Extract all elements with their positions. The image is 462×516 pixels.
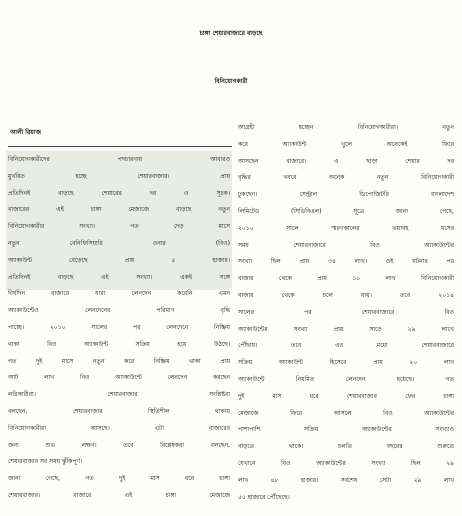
article-text-line: প্রতিদিনই বাড়ছে এই সংখ্যা। একই সঙ্গে [8,273,230,281]
article-text-line: শেয়ারবাজার। বাজারে এই চাঙ্গা মেজাজে [8,491,230,499]
byline-author: আলী রিয়াজ [10,129,41,136]
article-text-line: বিনিয়োগকারীরা আসছে। এটা বাজারের [8,424,230,432]
article-column-right [238,120,454,506]
article-text-line: সংখ্যা ছিল প্রায় ৩৪ লাখ। ওই ঘটনার পর [238,258,454,266]
article-text-line: যেখানে বিও অ্যাকাউন্টের সংখ্যা ছিল ২৯ [238,459,454,467]
article-text-line: পাচ্ছে। ২০১০ সালের পর লেনদেনে নিষ্ক্রিয় [8,323,230,331]
article-text-line: বৃদ্ধির খবরে অনেক নতুন বিনিয়োগকারী [238,174,454,182]
article-text-line: লগ্নিকারীরা। শেয়ারবাজার সংশ্লিষ্টরা [8,391,230,399]
article-text-line: থাকা বিও অ্যাকাউন্ট সক্রিয় হয়ে উঠছে। [8,340,230,348]
article-text-line: মেজাজে ফিরে আসলে বিও অ্যাকাউন্টের [238,409,454,417]
article-text-line: পাশাপাশি সক্রিয় অ্যাকাউন্টের সংখ্যাও [238,426,454,434]
article-text-line: বিনিয়োগকারীদের পদচারণায় আবারও [8,156,230,163]
article-text-line: অ্যাকাউন্টেও লেনদেনের পরিমাণ বৃদ্ধি [8,307,230,315]
article-text-line: জন্য শুভ লক্ষণ। তবে বিশ্লেষকরা বলছেন, [8,441,230,449]
article-text-line: গত দুই মাসে নতুন করে নিষ্ক্রিয় থাকা প্রায় [8,357,230,365]
article-text-line: ২০১০ সালে স্মরণকালের ভয়াবহ ধসের [238,224,454,232]
article-text-line: নতুন বেনিফিসিয়ারি ওনার (বিও) [8,239,230,247]
article-text-line: দুই মাস ধরে শেয়ারবাজার ফের চাঙ্গা [238,392,454,400]
article-text-line: আসছেন বাজারে। এ ছাড়া শেয়ার দর [238,157,454,165]
article-text-line: বাজারের এই চাঙ্গা মেজাজে বাড়ছে নতুন [8,206,230,214]
article-text-line: জানা গেছে, গত দুই মাস ধরে চাঙ্গা [8,475,230,483]
article-text-line: সালের পর শেয়ারবাজারে বিও [238,308,454,316]
article-text-line: সক্রিয় অ্যাকাউন্ট হিসেবে প্রায় ২০ লাখ [238,359,454,367]
article-text-line: অ্যাকাউন্টে নিয়মিত লেনদেন হয়েছে। গত [238,375,454,383]
article-text-line: দীর্ঘদিন বাজারে যারা লেনদেন করেনি এমন [8,290,230,298]
headline-line-2: বিনিয়োগকারী [214,78,248,85]
article-text-line: লিমিটেড (সিডিবিএল) সূত্রে জানা গেছে, [238,207,454,215]
article-text-line: বাজার থেকে চলে যায়। তবে ২০১৪ [238,291,454,299]
byline-rule [8,146,232,147]
article-text-line: বলছেন, শেয়ারবাজার স্থিতিশীল থাকায় [8,407,230,415]
headline-line-1: চাঙ্গা শেয়ারবাজারে বাড়ছে [199,30,263,37]
article-text-line: আট লাখ বিও অ্যাকাউন্টে লেনদেন করছেন [8,374,230,382]
article-text-line: করে অ্যাকাউন্ট খুলে অনেকেই ফিরে [238,140,454,148]
article-text-line: লাখ ৪৮ হাজার। সর্বশেষ সেটা ২৯ লাখ [238,476,454,484]
article-text-line: শেয়ারবাজার সব সময় ঝুঁকিপূর্ণ। [8,458,83,466]
article-text-line: ৫৫ হাজারে পৌঁছেছে। [238,493,290,501]
article-text-line: বাড়তে থাকে। চলতি বছরের শুরুতে [238,443,454,451]
article-column-left [8,152,230,505]
article-text-line: অ্যাকাউন্টের সংখ্যা প্রায় সাড়ে ২৯ লাখে [238,325,454,333]
article-text-line: অ্যাকাউন্ট বেড়েছে প্রায় ৫ হাজার। [8,256,230,264]
article-text-line: বিনিয়োগকারীর সংখ্যা। গত দেড় মাসে [8,223,230,231]
article-text-line: ঢুকছেন। সেন্ট্রাল ডিপোজিটরি বাংলাদেশ [238,191,454,199]
article-text-line: আগ্রহী হচ্ছেন বিনিয়োগকারীরা। নতুন [238,124,454,131]
article-text-line: প্রতিদিনই বাড়ছে শেয়ারের দর ও সূচক। [8,189,230,197]
headline [0,10,462,106]
article-text-line: সময় শেয়ারবাজারে বিও অ্যাকাউন্টের [238,241,454,249]
article-text-line: পৌঁছায়। তবে এর মধ্যে শেয়ারবাজারে [238,342,454,350]
article-text-line: মুখরিত হচ্ছে শেয়ারবাজার। প্রায় [8,172,230,180]
article-text-line: বাজার থেকে প্রায় ১০ লাখ বিনিয়োগকারী [238,275,454,283]
